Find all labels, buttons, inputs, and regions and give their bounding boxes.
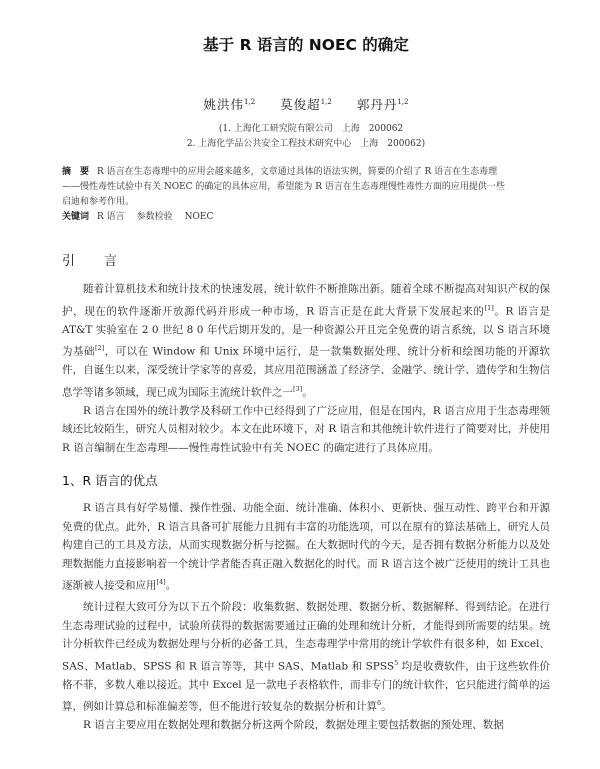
section1-paragraph-3: R 语言主要应用在数据处理和数据分析这两个阶段，数据处理主要包括数据的预处理、数据 xyxy=(83,719,504,731)
intro-paragraph-1: 随着计算机技术和统计技术的快速发展，统计软件不断推陈出新。随着全球不断提高对知识产权的保护，现在的软件逐渐开放源代码并形成一种市场，R 语言正是在此大背景下发展起来的[1]。R 语言是 AT&T 实验室在 2 0 世纪 8 0 年代后期开发的，是一种资源公开且完全免费的语言系统，以 S 语言环境为基础[2]，可以在 Window 和 Unix 环境中运行，是一款集数据处理、统计分析和绘图功能的开源软件，自诞生以来，深受统计学家等的喜爱，其应用范围涵盖了经济学、金融学、统计学、遗传学和生物信息学等诸多领域，现已成为国际主流统计软件之一[3]。 xyxy=(62,283,551,398)
citation: [2] xyxy=(94,344,105,352)
abstract-text: R 语言在生态毒理中的应用会越来越多，文章通过具体的语法实例，简要的介绍了 R 语言在生态毒理——慢性毒性试验中有关 NOEC 的确定的具体应用，希望能为 R 语言在生态毒理慢性毒性方面的应用提供一些启迪和参考作用。 xyxy=(62,167,505,207)
section1-paragraph-2: 统计过程大致可分为以下五个阶段：收集数据、数据处理、数据分析、数据解释、得到结论。在进行生态毒理试验的过程中，试验所获得的数据需要通过正确的处理和统计分析，才能得到所需要的结果。统计分析软件已经成为数据处理与分析的必备工具，生态毒理学中常用的统计学软件有很多种，如 Excel、SAS、Matlab、SPSS 和 R 语言等等，其中 SAS、Matlab 和 SPSS$^5$ 均是收费软件，由于这些软件价格不菲，多数人难以接近。其中 Excel 是一款电子表格软件，而非专门的统计软件，它只能进行简单的运算，例如计算总和标准偏差等，但不能进行较复杂的数据分析和计算$^6$。 xyxy=(62,601,550,713)
section-heading-intro: 引 言 xyxy=(62,254,126,269)
citation: 5 xyxy=(394,658,399,667)
keyword: 参数检验 xyxy=(136,212,173,222)
citation: [1] xyxy=(484,303,494,312)
citation: 6 xyxy=(377,699,382,707)
citation: [3] xyxy=(293,384,303,393)
section-heading-1: 1、R 语言的优点 xyxy=(62,473,158,488)
affiliations xyxy=(62,122,550,152)
intro-paragraph-2: R 语言在国外的统计教学及科研工作中已经得到了广泛应用，但是在国内，R 语言应用于生态毒理领域还比较陌生，研究人员相对较少。本文在此环境下，对 R 语言和其他统计软件进行了简要对比，并使用 R 语言编制在生态毒理——慢性毒性试验中有关 NOEC 的确定进行了具体应用。 xyxy=(62,404,550,454)
section1-paragraph-1: R 语言具有好学易懂、操作性强、功能全面、统计准确、体积小、更新快、强互动性、跨平台和开源免费的优点。此外，R 语言具备可扩展能力且拥有丰富的功能选项，可以在原有的算法基础上，研究人员构建自己的工具及方法，从而实现数据分析与挖掘。在大数据时代的今天，是否拥有数据分析能力以及处理数据能力直接影响着一个统计学者能否真正融入数据化的时代。而 R 语言这个被广泛使用的统计工具也逐渐被人接受和应用[4]。 xyxy=(62,502,550,592)
keywords-label: 关键词 xyxy=(62,212,90,222)
affiliation-1: (1. 上海化工研究院有限公司 上海 200062 xyxy=(218,124,404,134)
author-list xyxy=(62,95,550,113)
paper-title: 基于 R 语言的 NOEC 的确定 xyxy=(203,36,409,54)
author: 莫俊超$^{1,2}$ xyxy=(280,97,332,112)
keyword: NOEC xyxy=(184,212,214,222)
abstract-label: 摘 要 xyxy=(62,167,90,177)
citation: [4] xyxy=(156,578,166,586)
author: 姚洪伟$^{1,2}$ xyxy=(203,97,256,112)
keyword: R 语言 xyxy=(97,212,125,222)
author: 郭丹丹$^{1,2}$ xyxy=(356,97,409,112)
affiliation-2: 2. 上海化学品公共安全工程技术研究中心 上海 200062) xyxy=(186,139,426,149)
abstract xyxy=(62,165,550,210)
keywords xyxy=(62,210,550,225)
